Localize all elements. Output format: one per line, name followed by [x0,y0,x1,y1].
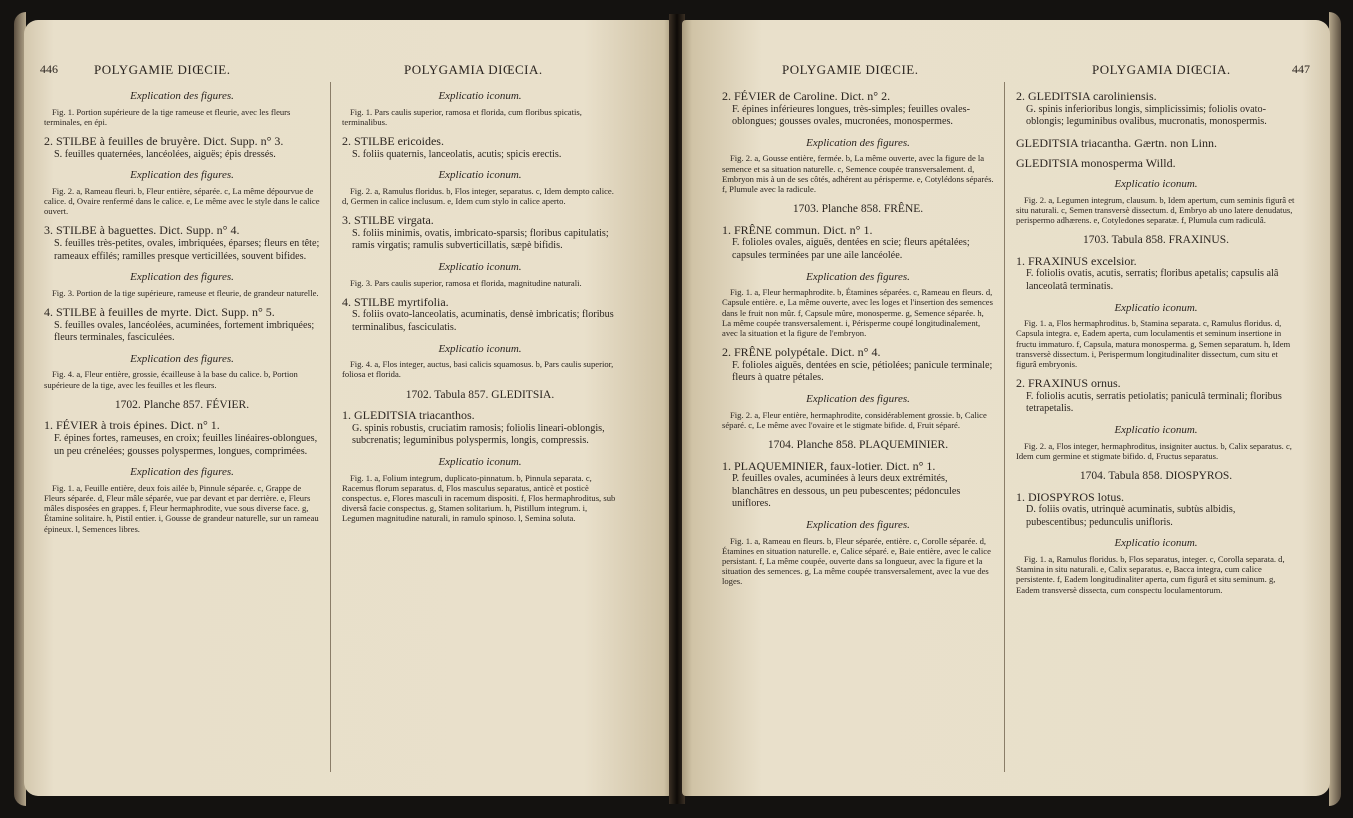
figure-legend: Fig. 3. Portion de la tige supérieure, rameuse et fleurie, de grandeur naturelle. [52,287,319,298]
species-description: S. foliis minimis, ovatis, imbricato-sparsis; floribus capitulatis; ramis virgatis; ramulis subverticillatis, sæpè bifidis. [352,227,609,252]
figure-caption-heading: Explication des figures. [130,352,234,365]
figure-legend: Fig. 1. a, Rameau en fleurs. b, Fleur séparée, entière. c, Corolle séparée. d, Étamines en situation naturelle. e, Calice séparé. e, Baie entière, avec le calice persistant. f, La même coupée, ouverte dans sa longueur, avec la figure et la situation des semences. g, La même coupée transversalement, avec la vue des loges. [722,535,991,587]
plate-heading: 1702. Tabula 857. GLEDITSIA. [405,388,555,401]
species-heading: 1. FRÊNE commun. Dict. n° 1. [722,222,873,237]
figure-legend: Fig. 2. a, Ramulus floridus. b, Flos integer, separatus. c, Idem dempto calice. d, Germen in calice inclusum. e, Idem cum stylo in calice aperto. [342,185,614,206]
species-heading: 3. STILBE à baguettes. Dict. Supp. n° 4. [44,223,240,238]
species-description: F. folioles ovales, aiguës, dentées en scie; fleurs apétalées; capsules terminées par une aile lancéolée. [732,237,970,261]
figure-legend: Fig. 2. a, Rameau fleuri. b, Fleur entière, séparée. c, La même dépourvue de calice. d, Ovaire renfermé dans le calice. e, Le même avec le style dans le calice ouvert. [44,185,320,217]
plate-heading: 1703. Tabula 858. FRAXINUS. [1083,234,1229,247]
figure-caption-heading: Explication des figures. [130,90,234,102]
species-description: F. foliolis acutis, serratis petiolatis; paniculâ terminali; floribus tetrapetalis. [1026,390,1282,415]
figure-caption-heading: Explication des figures. [806,270,910,283]
figure-caption-heading: Explicatio iconum. [438,260,522,273]
column-rule [330,82,331,772]
species-heading: 2. FRAXINUS ornus. [1016,376,1121,391]
running-head-latin: POLYGAMIA DIŒCIA. [404,62,543,77]
figure-legend: Fig. 1. a, Fleur hermaphrodite. b, Étamines séparées. c, Rameau en fleurs. d, Capsule entière. e, La même ouverte, avec les loges et l'insertion des semences dans le fruit non mûr. f, Capsule mûre, monosperme. g, Semence séparée. h, La même coupée transversalement. i, Périsperme coupé longitudinalement, avec la situation et la figure de l'embryon. [722,287,993,338]
figure-legend: Fig. 1. Pars caulis superior, ramosa et florida, cum floribus spicatis, terminalibus. [342,106,582,127]
species-description: S. feuilles très-petites, ovales, imbriquées, éparses; fleurs en tête; rameaux effilés; ramilles presque verticillées, souvent bifides. [54,237,320,262]
species-description: F. épines inférieures longues, très-simples; feuilles ovales-oblongues; gousses ovales, mucronées, monospermes. [732,103,970,128]
species-description: S. feuilles quaternées, lancéolées, aiguës; épis dressés. [54,148,276,160]
species-heading: 3. STILBE virgata. [342,213,434,228]
latin-column [1016,82,1296,597]
page-number: 446 [40,62,58,76]
species-heading: 2. STILBE ericoides. [342,134,444,148]
species-description: G. spinis inferioribus longis, simplicissimis; foliolis ovato-oblongis; leguminibus ovalibus, mucronatis, monospermis. [1026,103,1267,128]
species-description: F. épines fortes, rameuses, en croix; feuilles linéaires-oblongues, un peu crénelées; gousses polyspermes, longues, comprimées. [54,432,318,457]
species-heading: 2. STILBE à feuilles de bruyère. Dict. Supp. n° 3. [44,134,284,148]
figure-caption-heading: Explicatio iconum. [1114,423,1198,436]
species-description: S. foliis ovato-lanceolatis, acuminatis, densè imbricatis; floribus terminalibus, fasciculatis. [352,309,614,333]
page-number: 447 [1292,62,1310,76]
species-heading: 1. PLAQUEMINIER, faux-lotier. Dict. n° 1. [722,458,936,473]
species-heading: 1. DIOSPYROS lotus. [1016,489,1125,504]
synonym-line: GLEDITSIA monosperma Willd. [1016,156,1176,171]
species-heading: 2. FRÊNE polypétale. Dict. n° 4. [722,345,881,360]
species-description: G. spinis robustis, cruciatim ramosis; foliolis lineari-oblongis, subcrenatis; leguminibus polyspermis, longis, compressis. [352,422,605,447]
figure-legend: Fig. 2. a, Flos integer, hermaphroditus, insigniter auctus. b, Calix separatus. c, Idem cum germine et stigmate bifido. d, Fructus separatus. [1016,440,1292,461]
french-column [722,82,994,589]
running-head-latin: POLYGAMIA DIŒCIA. [1092,62,1231,77]
plate-heading: 1702. Planche 857. FÉVIER. [114,398,250,411]
figure-legend: Fig. 2. a, Fleur entière, hermaphrodite, considérablement grossie. b, Calice séparé. c, Le même avec l'ovaire et le stigmate bifide. d, Fruit séparé. [722,409,987,430]
figure-caption-heading: Explication des figures. [130,271,234,284]
figure-legend: Fig. 2. a, Gousse entière, fermée. b, La même ouverte, avec la figure de la semence et sa situation naturelle. c, Semence coupée transversalement. d, Embryon mis à un de ses côtés, adhérent au périsperme. e, Cotylédons séparés. f, Plumule avec la radicule. [722,153,994,194]
plate-heading: 1704. Planche 858. PLAQUEMINIER. [767,438,949,451]
figure-caption-heading: Explication des figures. [130,466,234,479]
figure-legend: Fig. 4. a, Flos integer, auctus, basi calicis squamosus. b, Pars caulis superior, foliosa et florida. [342,359,614,380]
figure-caption-heading: Explication des figures. [806,392,910,405]
species-description: P. feuilles ovales, acuminées à leurs deux extrémités, blanchâtres en dessous, un peu pubescentes; pédoncules uniflores. [732,473,961,510]
species-description: S. feuilles ovales, lancéolées, acuminées, fortement imbriquées; fleurs terminales, fasciculées. [54,319,315,344]
species-heading: 2. GLEDITSIA caroliniensis. [1016,89,1157,103]
species-heading: 2. FÉVIER de Caroline. Dict. n° 2. [722,89,891,103]
plate-heading: 1703. Planche 858. FRÊNE. [792,203,924,216]
figure-legend: Fig. 1. a, Feuille entière, deux fois ailée b, Pinnule séparée. c, Grappe de Fleurs séparée. d, Fleur mâle séparée, vue par devant et par derrière. e, Fleurs mâles disposées en grappes. f, Fleur hermaphrodite, vue sous diverse face. g, Étamine solitaire. h, Pistil entier. i, Gousse de grandeur naturelle, sur un rameau épineux. l, Semences libres. [44,482,319,534]
plate-heading: 1704. Tabula 858. DIOSPYROS. [1079,469,1233,482]
figure-legend: Fig. 1. a, Folium integrum, duplicato-pinnatum. b, Pinnula separata. c, Racemus florum separatus. d, Flos masculus separatus, anticè et posticè conspectus. e, Flores masculi in racemum dispositi. f, Flos hermaphroditus, sub diversâ facie conspectus. g, Stamen solitarium. h, Pistillum integrum. i, Legumen magnitudine naturali, in ramulo spinoso. l, Semina soluta. [342,472,616,524]
figure-caption-heading: Explicatio iconum. [1114,301,1198,314]
species-heading: 1. FRAXINUS excelsior. [1016,253,1137,268]
running-head-french: POLYGAMIE DIŒCIE. [782,62,919,77]
figure-legend: Fig. 1. a, Ramulus floridus. b, Flos separatus, integer. c, Corolla separata. d, Stamina in situ naturali. e, Calix separatus. e, Bacca integra, cum calice persistente. f, Eadem longitudinaliter aperta, cum figurâ et situ seminum. g, Eadem transversè dissecta, cum conspectu loculamentorum. [1016,553,1285,595]
figure-caption-heading: Explication des figures. [130,169,234,182]
figure-legend: Fig. 2. a, Legumen integrum, clausum. b, Idem apertum, cum seminis figurâ et situ naturali. c, Semen transversè dissectum. d, Embryo ab uno latere denudatus, perispermo adhærens. e, Cotyledones separatæ. f, Plumula cum radiculâ. [1016,194,1295,225]
figure-caption-heading: Explicatio iconum. [1114,537,1198,550]
left-page [24,20,672,796]
species-heading: 1. GLEDITSIA triacanthos. [342,408,475,423]
species-description: D. foliis ovatis, utrinquè acuminatis, subtùs albidis, pubescentibus; pedunculis unifloris. [1026,504,1236,528]
species-heading: 4. STILBE myrtifolia. [342,294,449,309]
figure-caption-heading: Explicatio iconum. [438,342,522,355]
species-description: S. foliis quaternis, lanceolatis, acutis; spicis erectis. [352,148,562,160]
figure-caption-heading: Explicatio iconum. [438,169,522,182]
figure-legend: Fig. 1. a, Flos hermaphroditus. b, Stamina separata. c, Ramulus floridus. d, Capsula integra. e, Eadem aperta, cum loculamentis et seminum insertione in fructu immaturo. f, Capsula, matura monosperma. g, Semen separatum. h, Idem transversè dissectum. i, Perispermum longitudinaliter dissectum, cum situ et figurâ embryonis. [1016,318,1291,369]
book-edge-right [1329,12,1341,806]
figure-caption-heading: Explication des figures. [806,136,910,149]
figure-caption-heading: Explication des figures. [806,518,910,531]
figure-legend: Fig. 1. Portion supérieure de la tige rameuse et fleurie, avec les fleurs terminales, en épi. [44,106,291,127]
species-heading: 4. STILBE à feuilles de myrte. Dict. Supp. n° 5. [44,304,275,319]
latin-column [342,82,618,526]
figure-legend: Fig. 4. a, Fleur entière, grossie, écailleuse à la base du calice. b, Portion supérieure de la tige, avec les feuilles et les fleurs. [44,369,298,390]
book-spread [14,8,1341,810]
figure-caption-heading: Explicatio iconum. [438,455,522,468]
figure-caption-heading: Explicatio iconum. [1114,177,1198,190]
figure-legend: Fig. 3. Pars caulis superior, ramosa et florida, magnitudine naturali. [350,277,582,288]
species-heading: 1. FÉVIER à trois épines. Dict. n° 1. [44,418,220,433]
figure-caption-heading: Explicatio iconum. [438,90,522,102]
running-head-french: POLYGAMIE DIŒCIE. [94,62,231,77]
synonym-line: GLEDITSIA triacantha. Gærtn. non Linn. [1016,135,1217,150]
french-column [44,82,320,536]
species-description: F. foliolis ovatis, acutis, serratis; floribus apetalis; capsulis alâ lanceolatâ terminatis. [1026,268,1279,292]
column-rule [1004,82,1005,772]
species-description: F. folioles aiguës, dentées en scie, pétiolées; panicule terminale; fleurs à quatre pétales. [732,359,993,384]
right-page [682,20,1330,796]
